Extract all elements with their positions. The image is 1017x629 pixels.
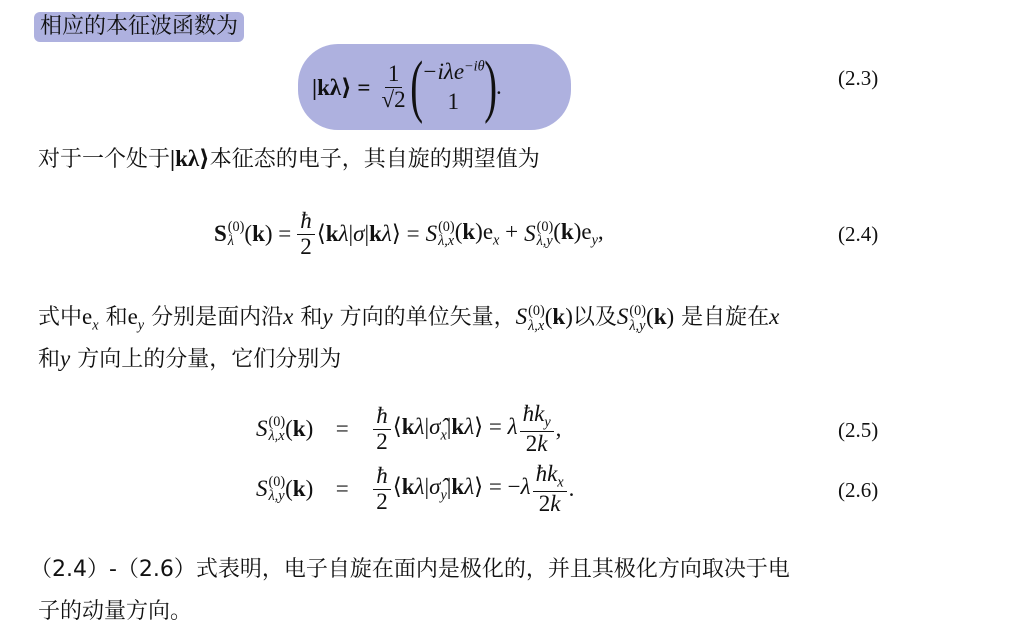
- line2-b: 和: [105, 305, 128, 330]
- line1-pre: 对于一个处于: [38, 147, 171, 172]
- eq23-number: (2.3): [838, 66, 879, 90]
- eq23-frac-den: √2: [381, 86, 406, 112]
- eq23-vec-top: −iλe: [421, 59, 465, 85]
- equation-2-3: |kλ⟩ = $\frac{1}{√2}$ ( −iλe$^{-i\theta}$ 1 ) .: [312, 48, 502, 125]
- line2-f: 以及: [572, 305, 617, 330]
- text-line-4: （2.4）-（2.6）式表明，电子自旋在面内是极化的，并且其极化方向取决于电: [30, 557, 790, 582]
- equation-2-4: S (0) λ (k) = $\frac{ħ}{2}$ ⟨kλ|σ|kλ⟩ = S (0) λ,x $(k)e_x$ + S (0) λ,y $(k)e_y$,: [214, 208, 604, 259]
- text-line-3: 和y 方向上的分量，它们分别为: [38, 346, 342, 372]
- line1-math: |kλ⟩: [170, 146, 210, 171]
- line2-y: y: [322, 304, 333, 329]
- text-line-2: 式中$e_x$ 和$e_y$ 分别是面内沿x 和y 方向的单位矢量，S (0) λ,x (k)以及S (0) λ,y (k) 是自旋在x: [38, 303, 780, 334]
- eq23-vec-top-sup: −iθ: [464, 58, 485, 75]
- eq25-number: (2.5): [838, 418, 879, 442]
- line2-c: 分别是面内沿: [151, 305, 284, 330]
- equation-2-5: S (0) λ,x (k) = $\frac{ħ}{2}$ $⟨k\lambda|\sigmâ_x|k\lambda⟩ = \lambda$ $\frac{ħk_y}{2k}$ ,: [256, 401, 562, 456]
- line2-a: 式中: [38, 305, 83, 330]
- line3-a: 和: [38, 347, 61, 372]
- eq23-frac-num: 1: [385, 62, 403, 87]
- text-line-5: 子的动量方向。: [38, 599, 193, 624]
- line2-d: 和: [300, 305, 323, 330]
- line3-b: 方向上的分量，它们分别为: [77, 347, 342, 372]
- eq23-vec-bottom: 1: [447, 89, 460, 114]
- line2-g: 是自旋在: [681, 305, 770, 330]
- line2-e: 方向的单位矢量，: [339, 305, 516, 330]
- eq23-lhs: |kλ⟩ =: [312, 74, 371, 100]
- line1-post: 本征态的电子，其自旋的期望值为: [209, 147, 540, 172]
- eq26-number: (2.6): [838, 478, 879, 502]
- eq24-number: (2.4): [838, 222, 879, 246]
- eq23-tail: .: [495, 74, 502, 99]
- line2-x: x: [283, 304, 294, 329]
- equation-2-6: S (0) λ,y (k) = $\frac{ħ}{2}$ $⟨k\lambda|\sigmâ_y|k\lambda⟩ = -\lambda$ $\frac{ħk_x}{2k}$ .: [256, 461, 575, 516]
- section-heading: 相应的本征波函数为: [34, 12, 244, 42]
- text-line-1: [38, 142, 540, 173]
